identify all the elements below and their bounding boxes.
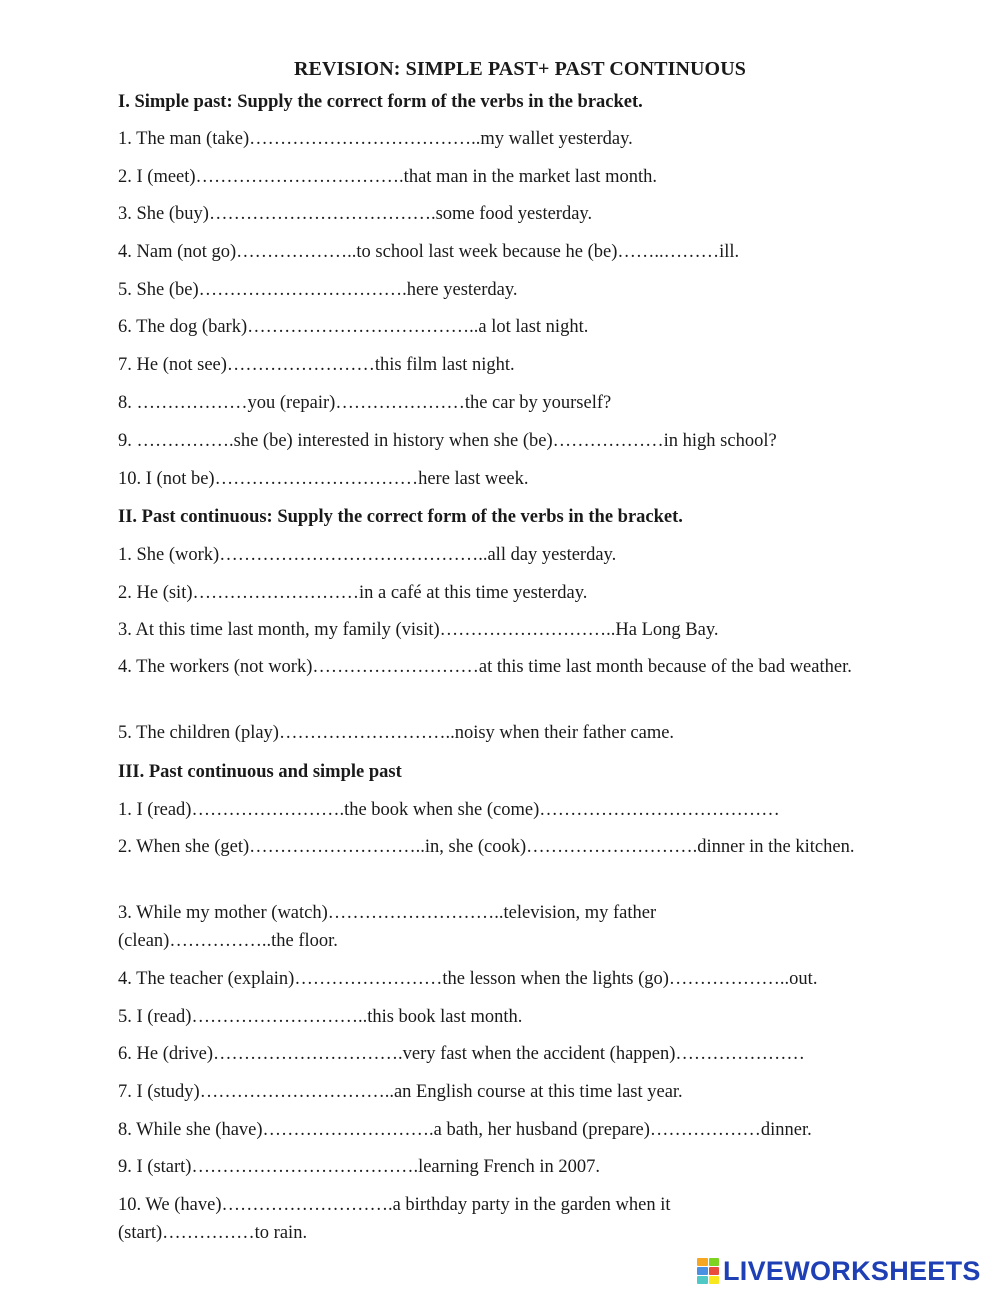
logo-block	[697, 1267, 708, 1275]
section-3-heading: III. Past continuous and simple past	[118, 762, 402, 782]
logo-block	[697, 1276, 708, 1284]
logo-block	[709, 1258, 720, 1266]
section-1-item-4: 4. Nam (not go)………………..to school last week because he (be)……..………ill.	[118, 242, 740, 262]
section-1-item-3: 3. She (buy)……………………………….some food yesterday.	[118, 204, 593, 224]
logo-text: LIVEWORKSHEETS	[723, 1255, 981, 1286]
section-2-item-3: 3. At this time last month, my family (visit)………………………..Ha Long Bay.	[118, 620, 719, 640]
section-2-heading: II. Past continuous: Supply the correct form of the verbs in the bracket.	[118, 507, 683, 527]
section-1-item-7: 7. He (not see)……………………this film last night.	[118, 355, 515, 375]
section-2-item-2: 2. He (sit)………………………in a café at this time yesterday.	[118, 583, 588, 603]
section-3-item-4: 4. The teacher (explain)……………………the lesson when the lights (go)………………..out.	[118, 969, 818, 989]
section-1-item-9: 9. …………….she (be) interested in history when she (be)………………in high school?	[118, 431, 777, 451]
section-3-item-7: 7. I (study)…………………………..an English course at this time last year.	[118, 1082, 683, 1102]
section-3-item-9: 9. I (start)……………………………….learning French in 2007.	[118, 1157, 600, 1177]
worksheet-title: REVISION: SIMPLE PAST+ PAST CONTINUOUS	[294, 58, 746, 80]
section-3-item-1: 1. I (read)…………………….the book when she (come)…………………………………	[118, 800, 780, 820]
section-1-item-10: 10. I (not be)……………………………here last week.	[118, 469, 529, 489]
section-1-heading: I. Simple past: Supply the correct form of the verbs in the bracket.	[118, 92, 643, 112]
section-3-item-3: 3. While my mother (watch)………………………..television, my father (clean)……………..the floor.	[118, 903, 657, 951]
section-3-item-2: 2. When she (get)………………………..in, she (cook)……………………….dinner in the kitchen.	[118, 837, 855, 857]
section-2-item-4: 4. The workers (not work)………………………at this time last month because of the bad weather.	[118, 657, 852, 677]
liveworksheets-logo	[697, 1255, 981, 1287]
section-2-item-1: 1. She (work)……………………………………..all day yesterday.	[118, 545, 617, 565]
section-3-item-5: 5. I (read)………………………..this book last month.	[118, 1007, 523, 1027]
section-1-item-1: 1. The man (take)………………………………..my wallet yesterday.	[118, 129, 633, 149]
liveworksheets-logo-icon	[697, 1258, 719, 1284]
logo-block	[697, 1258, 708, 1266]
section-3-item-6: 6. He (drive)………………………….very fast when the accident (happen)…………………	[118, 1044, 805, 1064]
logo-block	[709, 1267, 720, 1275]
section-1-item-2: 2. I (meet)…………………………….that man in the market last month.	[118, 167, 657, 187]
section-2-item-5: 5. The children (play)………………………..noisy when their father came.	[118, 723, 675, 743]
section-1-item-8: 8. ………………you (repair)…………………the car by yourself?	[118, 393, 612, 413]
section-1-item-6: 6. The dog (bark)………………………………..a lot last night.	[118, 317, 589, 337]
section-3-item-8: 8. While she (have)……………………….a bath, her husband (prepare)………………dinner.	[118, 1120, 812, 1140]
section-3-item-10: 10. We (have)……………………….a birthday party in the garden when it (start)……………to rain.	[118, 1195, 671, 1243]
section-1-item-5: 5. She (be)…………………………….here yesterday.	[118, 280, 518, 300]
logo-block	[709, 1276, 720, 1284]
